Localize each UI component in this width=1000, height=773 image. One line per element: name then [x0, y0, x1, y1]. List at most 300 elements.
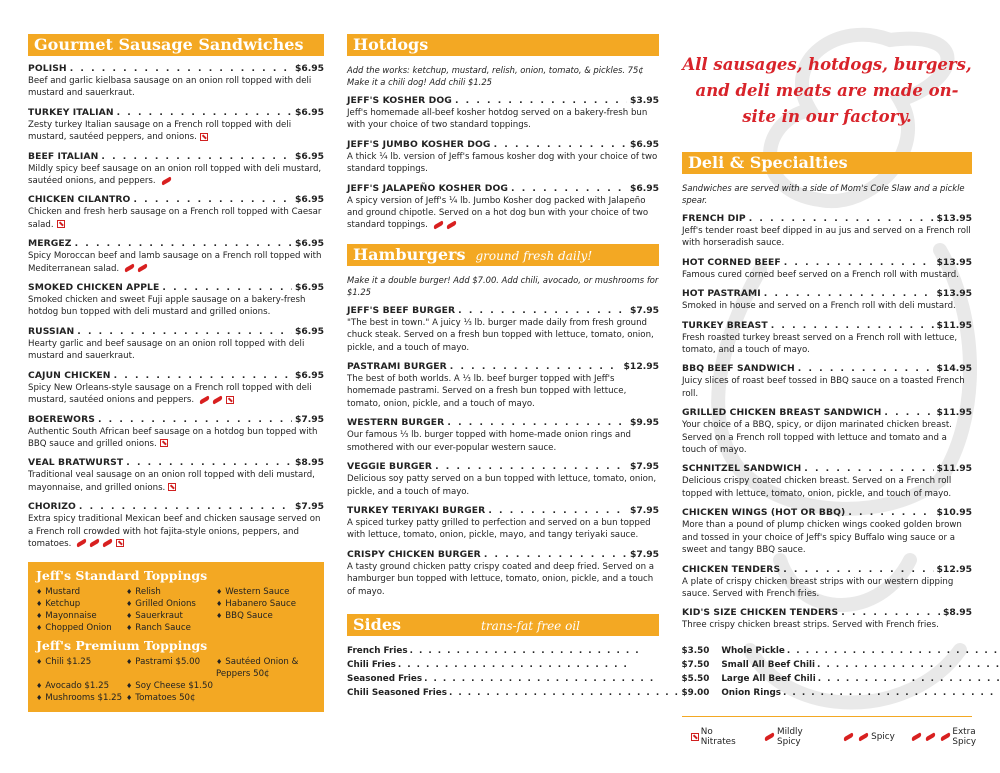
legend-divider	[682, 716, 972, 717]
menu-item-head	[28, 326, 324, 338]
menu-item-desc-text: Chicken and fresh herb sausage on a French roll topped with Caesar salad.	[28, 207, 322, 230]
menu-item	[28, 238, 324, 275]
menu-item-description	[347, 107, 659, 132]
menu-item-name: WESTERN BURGER	[347, 417, 445, 429]
burgers-tagline: ground fresh daily!	[475, 248, 593, 263]
menu-item-description	[28, 338, 324, 363]
menu-item-description	[682, 269, 972, 281]
menu-item-name: TURKEY BREAST	[682, 319, 768, 331]
mildly-spicy-icon	[159, 176, 172, 186]
side-name: Chili Fries	[347, 659, 396, 670]
sides-title: Sides	[353, 614, 402, 634]
leader-dots	[783, 686, 1000, 700]
menu-item-description	[28, 250, 324, 275]
menu-item-desc-text: Delicious crispy coated chicken breast. Served on a French roll topped with lettuce, tomato, onion, pickle, and touch of mayo.	[682, 476, 952, 499]
menu-item-price: $13.95	[936, 256, 972, 268]
menu-item-desc-text: "The best in town." A juicy ⅓ lb. burger made daily from fresh ground chuck steak. Served on a fresh bun topped with lettuce, tomato, onion, pickle, and a touch of mayo.	[347, 317, 654, 353]
topping-item: ♦ Grilled Onions	[126, 598, 216, 610]
topping-item: ♦ Sautéed Onion & Peppers 50¢	[216, 656, 316, 680]
deli-column	[682, 34, 972, 632]
menu-item-price: $6.95	[294, 325, 324, 337]
menu-item-desc-text: Smoked in house and served on a French roll with deli mustard.	[682, 301, 956, 312]
leader-dots	[817, 658, 1000, 672]
menu-item-head	[28, 414, 324, 426]
menu-item-description	[682, 419, 972, 456]
menu-item	[347, 305, 659, 354]
leader-dots	[435, 461, 627, 473]
menu-item-price: $7.95	[629, 461, 659, 473]
spicy-icon	[843, 733, 855, 742]
spicy-icon	[197, 395, 223, 405]
topping-item: ♦ Sauerkraut	[126, 610, 216, 622]
topping-item: ♦ Avocado $1.25	[36, 680, 126, 692]
menu-item-description	[682, 576, 972, 601]
menu-item-name: GRILLED CHICKEN BREAST SANDWICH	[682, 407, 882, 419]
menu-item-price: $10.95	[936, 507, 972, 519]
burgers-title: Hamburgers	[353, 244, 466, 264]
menu-item-description	[28, 294, 324, 319]
burgers-intro: Make it a double burger! Add $7.00. Add chili, avocado, or mushrooms for $1.25	[347, 274, 659, 297]
menu-item-name: PASTRAMI BURGER	[347, 361, 447, 373]
side-price: $3.50	[681, 645, 710, 656]
menu-item	[347, 549, 659, 598]
leader-dots	[101, 151, 292, 163]
menu-item-price: $7.95	[294, 501, 324, 513]
menu-item	[682, 363, 972, 400]
menu-item-name: MERGEZ	[28, 238, 72, 250]
menu-item-name: BBQ BEEF SANDWICH	[682, 363, 795, 375]
menu-item	[28, 414, 324, 451]
menu-item-head	[682, 564, 972, 576]
menu-item-price: $6.95	[629, 138, 659, 150]
menu-item-head	[682, 257, 972, 269]
leader-dots	[126, 457, 292, 469]
deli-header: Deli & Specialties	[682, 152, 972, 174]
menu-item-head	[682, 320, 972, 332]
leader-dots	[784, 257, 934, 269]
menu-item-price: $7.95	[629, 548, 659, 560]
mildly-spicy-icon	[764, 733, 775, 742]
side-price: $9.00	[681, 687, 710, 698]
menu-item	[28, 282, 324, 319]
menu-item-desc-text: Smoked chicken and sweet Fuji apple sausage on a bakery-fresh hotdog bun topped with deli mustard and grilled onions.	[28, 295, 306, 318]
sausage-column	[28, 34, 324, 712]
menu-item	[347, 505, 659, 542]
menu-item	[28, 457, 324, 494]
menu-item-head	[28, 370, 324, 382]
menu-item-description	[28, 163, 324, 188]
side-name: Chili Seasoned Fries	[347, 687, 447, 698]
menu-item	[28, 107, 324, 144]
menu-item-name: KID'S SIZE CHICKEN TENDERS	[682, 607, 839, 619]
no-nitrates-icon	[200, 133, 208, 141]
menu-item	[682, 507, 972, 556]
standard-toppings-list	[36, 586, 316, 634]
deli-list	[682, 213, 972, 632]
menu-item-desc-text: Authentic South African beef sausage on a hotdog bun topped with BBQ sauce and grilled onions.	[28, 426, 318, 449]
leader-dots	[771, 320, 934, 332]
menu-item-price: $6.95	[294, 63, 324, 74]
side-item	[721, 672, 1000, 686]
menu-item-head	[682, 463, 972, 475]
side-price: $5.50	[681, 673, 710, 684]
side-name: Whole Pickle	[721, 645, 785, 656]
side-name: Small All Beef Chili	[721, 659, 816, 670]
menu-item-head	[28, 238, 324, 250]
menu-item-desc-text: Our famous ⅓ lb. burger topped with home-made onion rings and smothered with our ever-popular western sauce.	[347, 430, 631, 453]
menu-item-price: $8.95	[294, 457, 324, 469]
menu-item-head	[347, 505, 659, 517]
topping-item: ♦ Mustard	[36, 586, 126, 598]
menu-item-name: RUSSIAN	[28, 325, 75, 337]
menu-item-desc-text: Beef and garlic kielbasa sausage on an onion roll topped with deli mustard and sauerkraut.	[28, 76, 312, 99]
menu-item-name: TURKEY ITALIAN	[28, 106, 114, 118]
menu-item-name: CAJUN CHICKEN	[28, 369, 111, 381]
topping-item: ♦ Tomatoes 50¢	[126, 692, 216, 704]
menu-item	[347, 95, 659, 132]
menu-item-head	[347, 139, 659, 151]
leader-dots	[447, 417, 627, 429]
menu-item-description	[347, 429, 659, 454]
menu-item-name: FRENCH DIP	[682, 213, 746, 224]
menu-item-price: $13.95	[936, 213, 972, 224]
menu-item-price: $6.95	[294, 194, 324, 206]
menu-item-price: $3.95	[629, 95, 659, 106]
topping-item: ♦ Mayonnaise	[36, 610, 126, 622]
no-nitrates-icon	[116, 539, 124, 547]
leader-dots	[398, 658, 680, 672]
menu-item	[682, 564, 972, 601]
menu-item-head	[347, 549, 659, 561]
leader-dots	[77, 326, 292, 338]
side-name: French Fries	[347, 645, 408, 656]
menu-item	[347, 139, 659, 176]
menu-item	[682, 463, 972, 500]
menu-item-head	[28, 457, 324, 469]
menu-item-description	[28, 206, 324, 231]
menu-item-name: JEFF'S KOSHER DOG	[347, 95, 452, 106]
side-price: $7.50	[681, 659, 710, 670]
menu-item-description	[682, 300, 972, 312]
menu-item-head	[682, 363, 972, 375]
menu-item-name: SMOKED CHICKEN APPLE	[28, 282, 160, 294]
side-item	[721, 658, 1000, 672]
menu-item-desc-text: A thick ¼ lb. version of Jeff's famous kosher dog with your choice of two standard toppings.	[347, 151, 658, 175]
menu-item-desc-text: Your choice of a BBQ, spicy, or dijon marinated chicken breast. Served on a French roll topped with lettuce and tomato and a touch of mayo.	[682, 420, 952, 456]
menu-item-name: JEFF'S BEEF BURGER	[347, 304, 456, 316]
leader-dots	[458, 305, 627, 317]
hotdogs-header: Hotdogs	[347, 34, 659, 56]
menu-item-head	[682, 213, 972, 225]
menu-item-head	[28, 501, 324, 513]
deli-intro: Sandwiches are served with a side of Mom's Cole Slaw and a pickle spear.	[682, 183, 965, 205]
menu-item-description	[682, 475, 972, 500]
menu-item-name: VEGGIE BURGER	[347, 461, 433, 473]
menu-item-description	[682, 519, 972, 556]
menu-item-name: CRISPY CHICKEN BURGER	[347, 548, 481, 560]
menu-item-head	[347, 361, 659, 373]
menu-item-desc-text: The best of both worlds. A ⅓ lb. beef burger topped with Jeff's homemade pastrami. Served on a fresh bun topped with lettuce, tomato, onion, pickle, and a touch of mayo.	[347, 374, 627, 409]
leader-dots	[484, 549, 627, 561]
menu-item-head	[28, 194, 324, 206]
menu-item-desc-text: A tasty ground chicken patty crispy coated and deep fried. Served on a hamburger bun topped with lettuce, tomato, onion, pickle, and a touch of mayo.	[347, 561, 655, 597]
menu-item-description	[28, 513, 324, 550]
extra-spicy-icon	[74, 539, 113, 549]
menu-item-name: SCHNITZEL SANDWICH	[682, 463, 802, 475]
menu-item	[28, 151, 324, 188]
sides-tagline: trans-fat free oil	[481, 618, 580, 633]
topping-item: ♦ Chopped Onion	[36, 622, 126, 634]
menu-item-name: HOT PASTRAMI	[682, 288, 761, 300]
no-nitrates-icon	[691, 733, 699, 741]
menu-item-name: CHICKEN CILANTRO	[28, 194, 131, 206]
side-item	[347, 672, 709, 686]
leader-dots	[424, 672, 679, 686]
extra-spicy-icon	[910, 733, 921, 742]
menu-item-desc-text: Jeff's tender roast beef dipped in au jus and served on a French roll with horseradish sauce.	[682, 226, 971, 249]
menu-item-desc-text: Delicious soy patty served on a bun topped with lettuce, tomato, onion, pickle, and a touch of mayo.	[347, 474, 657, 497]
leader-dots	[450, 361, 621, 373]
side-item	[347, 686, 709, 700]
menu-item-name: BEEF ITALIAN	[28, 150, 99, 162]
menu-item-price: $6.95	[294, 369, 324, 381]
hotdog-list	[347, 95, 659, 232]
topping-item: ♦ Soy Cheese $1.50	[126, 680, 216, 692]
leader-dots	[884, 407, 933, 419]
menu-item	[28, 326, 324, 363]
sides-header	[347, 614, 659, 636]
menu-item-head	[682, 407, 972, 419]
side-item	[347, 658, 709, 672]
side-name: Seasoned Fries	[347, 673, 423, 684]
menu-item-price: $7.95	[629, 304, 659, 316]
menu-item	[682, 407, 972, 456]
menu-item-price: $6.95	[294, 238, 324, 250]
legend-mildly-spicy: Mildly Spicy	[762, 727, 827, 747]
menu-item-desc-text: Three crispy chicken breast strips. Served with French fries.	[682, 620, 939, 631]
menu-item-description	[28, 75, 324, 100]
menu-item-price: $6.95	[294, 150, 324, 162]
factory-slogan: All sausages, hotdogs, burgers, and deli meats are made on-site in our factory.	[682, 55, 972, 126]
leader-dots	[488, 505, 627, 517]
no-nitrates-icon	[226, 396, 234, 404]
menu-item	[28, 63, 324, 100]
menu-item	[682, 213, 972, 250]
menu-item-price: $8.95	[942, 607, 972, 619]
menu-item-desc-text: Juicy slices of roast beef tossed in BBQ sauce on a toasted French roll.	[682, 376, 965, 399]
menu-item-price: $12.95	[623, 361, 659, 373]
menu-item-description	[682, 375, 972, 400]
side-item	[721, 686, 1000, 700]
menu-item-price: $11.95	[936, 463, 972, 475]
menu-item-description	[28, 469, 324, 494]
menu-item	[682, 607, 972, 631]
leader-dots	[841, 607, 940, 619]
sausages-header: Gourmet Sausage Sandwiches	[28, 34, 324, 56]
menu-item-desc-text: Mildly spicy beef sausage on an onion roll topped with deli mustard, sautéed onions, and peppers.	[28, 163, 322, 187]
menu-item-description	[347, 561, 659, 598]
menu-item	[347, 461, 659, 498]
menu-item-head	[347, 461, 659, 473]
menu-item	[682, 288, 972, 312]
menu-item-name: HOT CORNED BEEF	[682, 256, 781, 268]
menu-item-description	[347, 151, 659, 176]
leader-dots	[455, 95, 627, 107]
menu-item-desc-text: Extra spicy traditional Mexican beef and chicken sausage served on a French roll crowded with hot fajita-style onions, peppers, and tomatoes.	[28, 514, 321, 549]
leader-dots	[494, 139, 627, 151]
leader-dots	[449, 686, 680, 700]
menu-item-name: CHICKEN WINGS (HOT OR BBQ)	[682, 507, 846, 519]
legend-extra-spicy: Extra Spicy	[909, 727, 1000, 747]
menu-item	[347, 183, 659, 232]
menu-item-description	[28, 426, 324, 451]
menu-item-description	[682, 619, 972, 631]
menu-item-price: $7.95	[629, 504, 659, 516]
topping-item: ♦ Chili $1.25	[36, 656, 126, 680]
menu-item-head	[28, 107, 324, 119]
menu-item-price: $7.95	[294, 413, 324, 425]
menu-item-head	[682, 607, 972, 619]
side-name: Large All Beef Chili	[721, 673, 816, 684]
menu-item-head	[347, 305, 659, 317]
menu-item-desc-text: Fresh roasted turkey breast served on a French roll with lettuce, tomato, and a touch of mayo.	[682, 332, 958, 356]
menu-item-desc-text: A plate of crispy chicken breast strips with our western dipping sauce. Served with French fries.	[682, 576, 954, 599]
menu-item-name: CHICKEN TENDERS	[682, 563, 781, 575]
legend-no-nitrates: No Nitrates	[688, 727, 748, 747]
legend-spicy: Spicy	[841, 732, 895, 742]
leader-dots	[133, 194, 291, 206]
leader-dots	[783, 564, 933, 576]
topping-item: ♦ Mushrooms $1.25	[36, 692, 126, 704]
leader-dots	[410, 644, 680, 658]
menu-item-description	[347, 517, 659, 542]
leader-dots	[511, 183, 627, 195]
menu-item-price: $13.95	[936, 288, 972, 300]
no-nitrates-icon	[168, 483, 176, 491]
menu-item-description	[347, 473, 659, 498]
leader-dots	[79, 501, 292, 513]
menu-item	[28, 370, 324, 407]
no-nitrates-icon	[57, 220, 65, 228]
menu-item-desc-text: A spicy version of Jeff's ¼ lb. Jumbo Kosher dog packed with Jalapeño and ground chipotle. Served on a hot dog bun with your choice of two standard toppings.	[347, 195, 649, 231]
leader-dots	[798, 363, 934, 375]
menu-item-name: TURKEY TERIYAKI BURGER	[347, 504, 486, 516]
menu-item-price: $6.95	[629, 182, 659, 194]
menu-item-name: JEFF'S JUMBO KOSHER DOG	[347, 138, 491, 150]
topping-item: ♦ Ranch Sauce	[126, 622, 216, 634]
menu-item-price: $12.95	[936, 563, 972, 575]
menu-item-desc-text: Spicy Moroccan beef and lamb sausage on a French roll topped with Mediterranean salad.	[28, 251, 322, 274]
menu-item-head	[347, 183, 659, 195]
leader-dots	[764, 288, 934, 300]
menu-item-description	[347, 195, 659, 232]
leader-dots	[818, 672, 1000, 686]
menu-item-desc-text: Famous cured corned beef served on a French roll with mustard.	[682, 269, 959, 280]
sausage-list	[28, 63, 324, 550]
menu-item-desc-text: Hearty garlic and beef sausage on an onion roll topped with deli mustard and sauerkraut.	[28, 338, 305, 362]
menu-item-desc-text: Jeff's homemade all-beef kosher hotdog served on a bakery-fresh bun with your choice of two standard toppings.	[347, 108, 648, 131]
menu-item-head	[682, 507, 972, 519]
menu-item	[28, 194, 324, 231]
topping-item: ♦ Western Sauce	[216, 586, 316, 598]
side-name: Onion Rings	[721, 687, 782, 698]
menu-item-head	[28, 282, 324, 294]
icon-legend	[688, 727, 1000, 747]
menu-item	[347, 417, 659, 454]
menu-item-name: BOEREWORS	[28, 413, 95, 425]
leader-dots	[848, 507, 933, 519]
topping-item: ♦ Ketchup	[36, 598, 126, 610]
no-nitrates-icon	[160, 439, 168, 447]
menu-item-name: CHORIZO	[28, 501, 76, 513]
menu-item-desc-text: Spicy New Orleans-style sausage on a French roll topped with deli mustard, sautéed onions and peppers.	[28, 382, 312, 406]
menu-item-price: $11.95	[936, 319, 972, 331]
topping-item: ♦ Pastrami $5.00	[126, 656, 216, 680]
menu-item-price: $11.95	[936, 407, 972, 419]
premium-toppings-title: Jeff's Premium Toppings	[36, 638, 208, 654]
menu-item-name: VEAL BRATWURST	[28, 457, 124, 469]
menu-item-description	[682, 225, 972, 250]
menu-item-head	[682, 288, 972, 300]
toppings-box	[28, 562, 324, 712]
side-item	[347, 644, 709, 658]
leader-dots	[75, 238, 292, 250]
menu-item-price: $6.95	[294, 106, 324, 118]
topping-item: ♦ Habanero Sauce	[216, 598, 316, 610]
menu-item-name: JEFF'S JALAPEÑO KOSHER DOG	[347, 182, 509, 194]
leader-dots	[117, 107, 292, 119]
topping-item: ♦ Relish	[126, 586, 216, 598]
menu-item-desc-text: Traditional veal sausage on an onion roll topped with deli mustard, mayonnaise, and grilled onions.	[28, 470, 315, 493]
leader-dots	[804, 463, 933, 475]
menu-item-description	[682, 332, 972, 357]
menu-item-desc-text: Zesty turkey Italian sausage on a French roll topped with deli mustard, sautéed peppers, and onions.	[28, 119, 292, 143]
hotdogs-intro: Add the works: ketchup, mustard, relish, onion, tomato, & pickles. 75¢ Make it a chili dog! Add chili $1.25	[347, 65, 644, 87]
menu-item-desc-text: A spiced turkey patty grilled to perfection and served on a bun topped with lettuce, tomato, onion, pickle, mayo, and tangy teriyaki sauce.	[347, 517, 651, 541]
sides-list	[347, 644, 816, 700]
menu-item-head	[347, 95, 659, 107]
topping-item: ♦ BBQ Sauce	[216, 610, 316, 622]
menu-item-price: $6.95	[294, 282, 324, 294]
menu-item-description	[28, 119, 324, 144]
menu-item-desc-text: More than a pound of plump chicken wings cooked golden brown and tossed in your choice of Jeff's spicy Buffalo wing sauce or a sweet and tangy BBQ sauce.	[682, 520, 962, 556]
leader-dots	[787, 644, 1000, 658]
menu-item-head	[28, 63, 324, 75]
leader-dots	[162, 282, 292, 294]
leader-dots	[98, 414, 292, 426]
leader-dots	[749, 213, 934, 225]
menu-item-description	[28, 382, 324, 407]
menu-item	[347, 361, 659, 410]
spicy-icon	[431, 220, 457, 230]
menu-item-price: $9.95	[629, 417, 659, 429]
burger-list	[347, 305, 659, 598]
menu-item-price: $14.95	[936, 363, 972, 375]
side-item	[721, 644, 1000, 658]
spicy-icon	[122, 264, 148, 274]
leader-dots	[70, 63, 292, 75]
menu-item-description	[347, 317, 659, 354]
menu-item-head	[347, 417, 659, 429]
menu-item	[682, 257, 972, 281]
menu-item-head	[28, 151, 324, 163]
menu-item-description	[347, 373, 659, 410]
premium-toppings-list	[36, 656, 316, 704]
menu-item	[682, 320, 972, 357]
burgers-header	[347, 244, 659, 266]
standard-toppings-title: Jeff's Standard Toppings	[36, 568, 208, 584]
menu-item-name: POLISH	[28, 63, 67, 74]
